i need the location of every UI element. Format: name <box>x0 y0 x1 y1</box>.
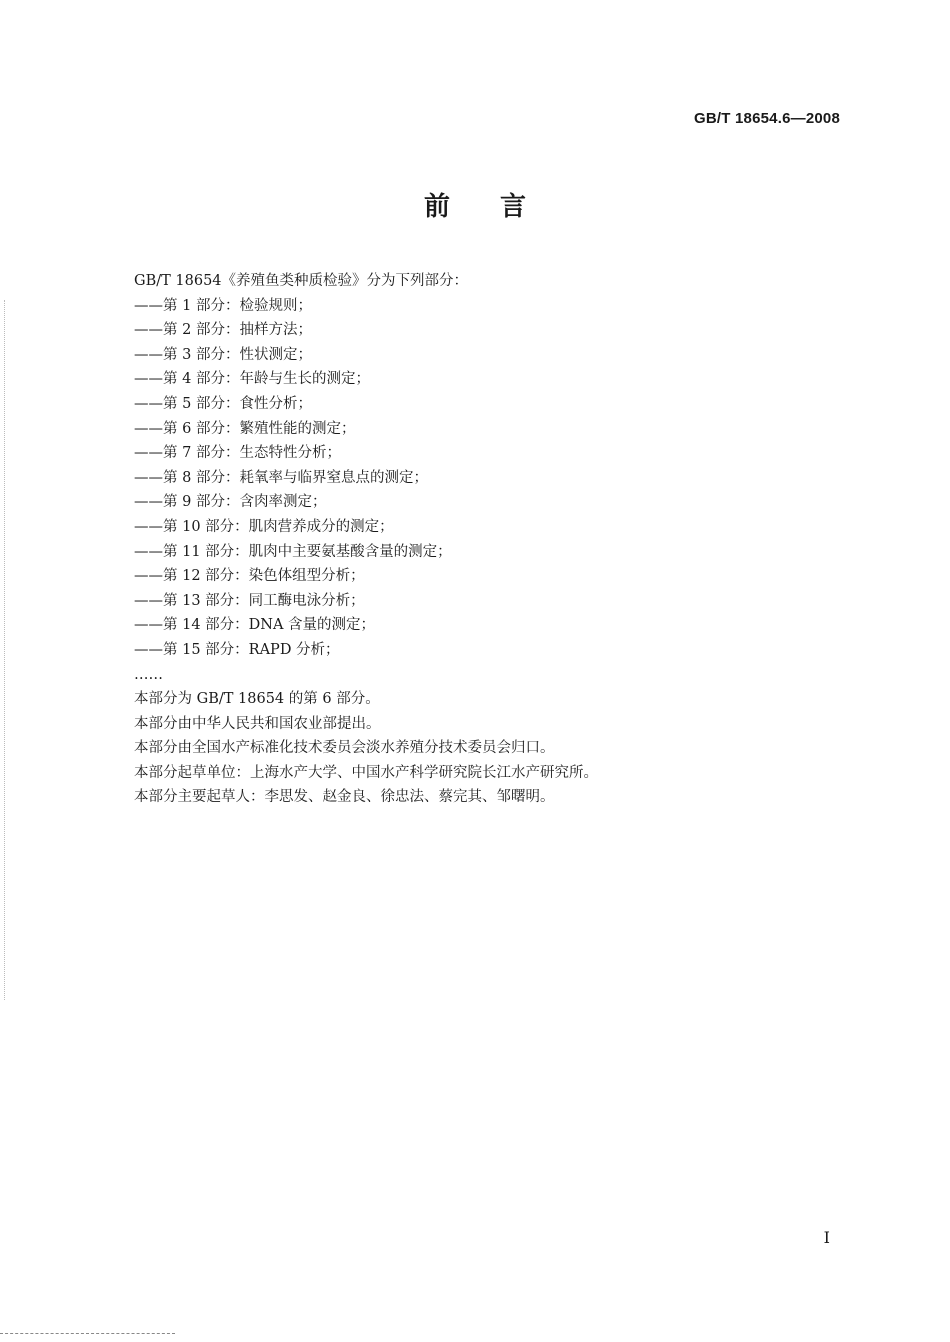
part-item: ——第 5 部分：食性分析； <box>134 395 312 412</box>
intro-line: GB/T 18654《养殖鱼类种质检验》分为下列部分： <box>134 273 469 289</box>
part-item: ——第 1 部分：检验规则； <box>134 297 312 314</box>
part-item: ——第 15 部分：RAPD 分析； <box>134 641 340 658</box>
statement-line: 本部分主要起草人：李思发、赵金良、徐忠法、蔡完其、邹曙明。 <box>134 789 555 806</box>
part-item: ——第 12 部分：染色体组型分析； <box>134 568 365 585</box>
ellipsis-line: …… <box>134 666 163 683</box>
statement-line: 本部分由全国水产标准化技术委员会淡水养殖分技术委员会归口。 <box>134 740 555 757</box>
part-item: ——第 10 部分：肌肉营养成分的测定； <box>134 518 394 535</box>
statement-line: 本部分由中华人民共和国农业部提出。 <box>134 715 381 732</box>
part-item: ——第 9 部分：含肉率测定； <box>134 494 327 511</box>
part-item: ——第 11 部分：肌肉中主要氨基酸含量的测定； <box>134 543 452 560</box>
statement-line: 本部分起草单位：上海水产大学、中国水产科学研究院长江水产研究所。 <box>134 764 598 781</box>
part-item: ——第 3 部分：性状测定； <box>134 346 312 363</box>
part-item: ——第 7 部分：生态特性分析； <box>134 445 341 462</box>
statement-line: 本部分为 GB/T 18654 的第 6 部分。 <box>134 691 380 708</box>
foreword-body <box>134 269 834 810</box>
bottom-scan-rule <box>0 1333 175 1334</box>
part-item: ——第 8 部分：耗氧率与临界窒息点的测定； <box>134 469 428 486</box>
document-code: GB/T 18654.6—2008 <box>694 110 840 127</box>
part-item: ——第 6 部分：繁殖性能的测定； <box>134 420 356 437</box>
scan-margin-marks <box>4 300 7 1000</box>
page-title: 前言 <box>423 192 576 222</box>
part-item: ——第 13 部分：同工酶电泳分析； <box>134 592 365 609</box>
page-number: I <box>823 1228 830 1247</box>
part-item: ——第 2 部分：抽样方法； <box>134 322 312 339</box>
part-item: ——第 4 部分：年龄与生长的测定； <box>134 371 370 388</box>
part-item: ——第 14 部分：DNA 含量的测定； <box>134 617 376 634</box>
